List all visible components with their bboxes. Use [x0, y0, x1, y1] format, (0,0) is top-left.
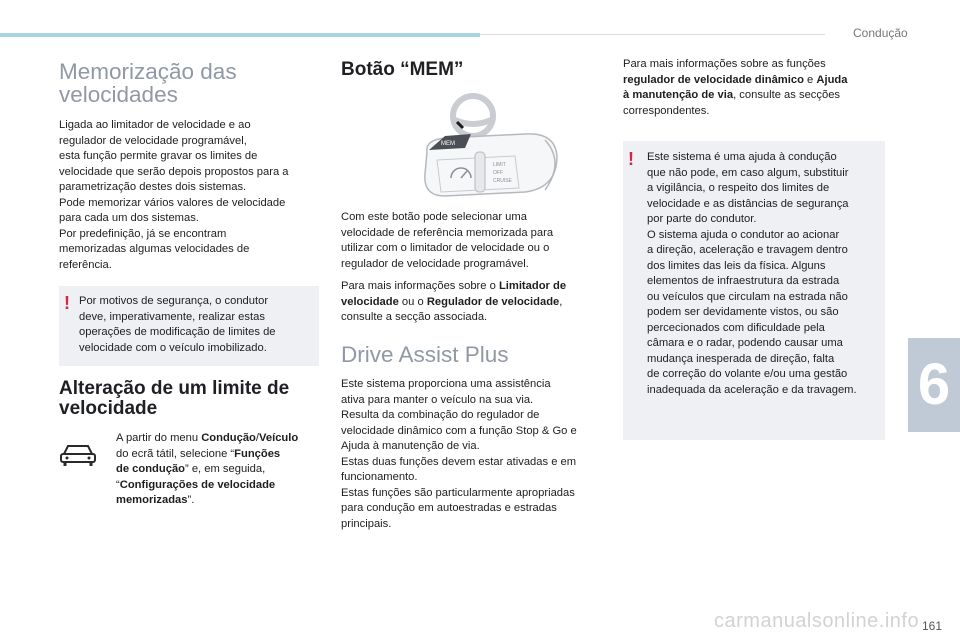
drive-assist-text: Este sistema proporciona uma assistência ativa para manter o veículo na sua via. Resulta da combinação do regulador de velocidade dinâmico com a função Stop & Go e Ajuda à manutenção de via. Estas duas funções devem estar ativadas e em funcionamento. Estas funções são particularmente apropriadas para condução em autoestradas e estradas principais.: [341, 378, 577, 530]
warning-icon: !: [64, 293, 70, 313]
change-limit-title: Alteração de um limite de velocidade: [59, 378, 290, 419]
watermark: carmanualsonline.info: [714, 610, 920, 632]
das-warning-box: [623, 141, 885, 440]
switch-label-limit: LIMIT: [493, 162, 506, 168]
menu-instructions: A partir do menu Condução/Veículo do ecrã tátil, selecione “Funções de condução” e, em seguida, “Configurações de velocidade memorizadas”.: [116, 432, 299, 506]
mem-button-title: Botão “MEM”: [341, 59, 464, 80]
switch-label-off: OFF: [493, 170, 503, 176]
memorization-section: [59, 60, 319, 273]
das-warning-text: Este sistema é uma ajuda à condução que não pode, em caso algum, substituir a vigilância, o respeito dos limites de velocidade e as distâncias de segurança por parte do condutor. O sistema ajuda o condutor ao acionar a direção, aceleração e travagem dentro dos limites das leis da física. Alguns elementos de infraestrutura da estrada ou veículos que circulam na estrada não podem ser devidamente vistos, ou são percecionados com dificuldade pela câmara e o radar, podendo causar uma mudança inesperada de direção, falta de correção do volante e/ou uma gestão inadequada da aceleração e da travagem.: [647, 151, 857, 396]
mem-button-description: Com este botão pode selecionar uma velocidade de referência memorizada para utilizar com o limitador de velocidade ou o regulador de velocidade programável.: [341, 211, 554, 270]
section-label: Condução: [853, 26, 908, 40]
chapter-number: 6: [917, 352, 951, 417]
drive-assist-title: Drive Assist Plus: [341, 342, 509, 367]
memorization-title: Memorização das velocidades: [59, 59, 237, 107]
safety-warning-text: Por motivos de segurança, o condutor deve, imperativamente, realizar estas operações de modificação de limites de velocidade com o veículo imobilizado.: [79, 295, 276, 354]
mem-more-info: Para mais informações sobre o Limitador de velocidade ou o Regulador de velocidade, consulte a secção associada.: [341, 280, 567, 323]
memorization-intro: Ligada ao limitador de velocidade e ao regulador de velocidade programável, esta função permite gravar os limites de velocidade que serão depois propostos para a parametrização destes dois sistemas. Pode memorizar vários valores de velocidade para cada um dos sistemas. Por predefinição, já se encontram memorizadas algumas velocidades de referência.: [59, 119, 289, 271]
das-more-info: Para mais informações sobre as funções regulador de velocidade dinâmico e Ajuda à manutenção de via, consulte as secções correspondentes.: [623, 58, 848, 117]
mem-button-section: [341, 60, 611, 80]
safety-warning-box: [59, 286, 319, 366]
mem-label: MEM: [441, 141, 455, 147]
warning-icon: !: [628, 149, 634, 169]
stalk-illustration: [405, 92, 565, 202]
header-rule: [480, 34, 825, 35]
page-number: 161: [922, 619, 943, 633]
header-accent-bar: [0, 33, 480, 37]
change-limit-section: [59, 379, 319, 419]
car-menu-icon: [58, 442, 98, 468]
switch-label-cruise: CRUISE: [493, 178, 512, 184]
chapter-tab: [908, 338, 960, 432]
